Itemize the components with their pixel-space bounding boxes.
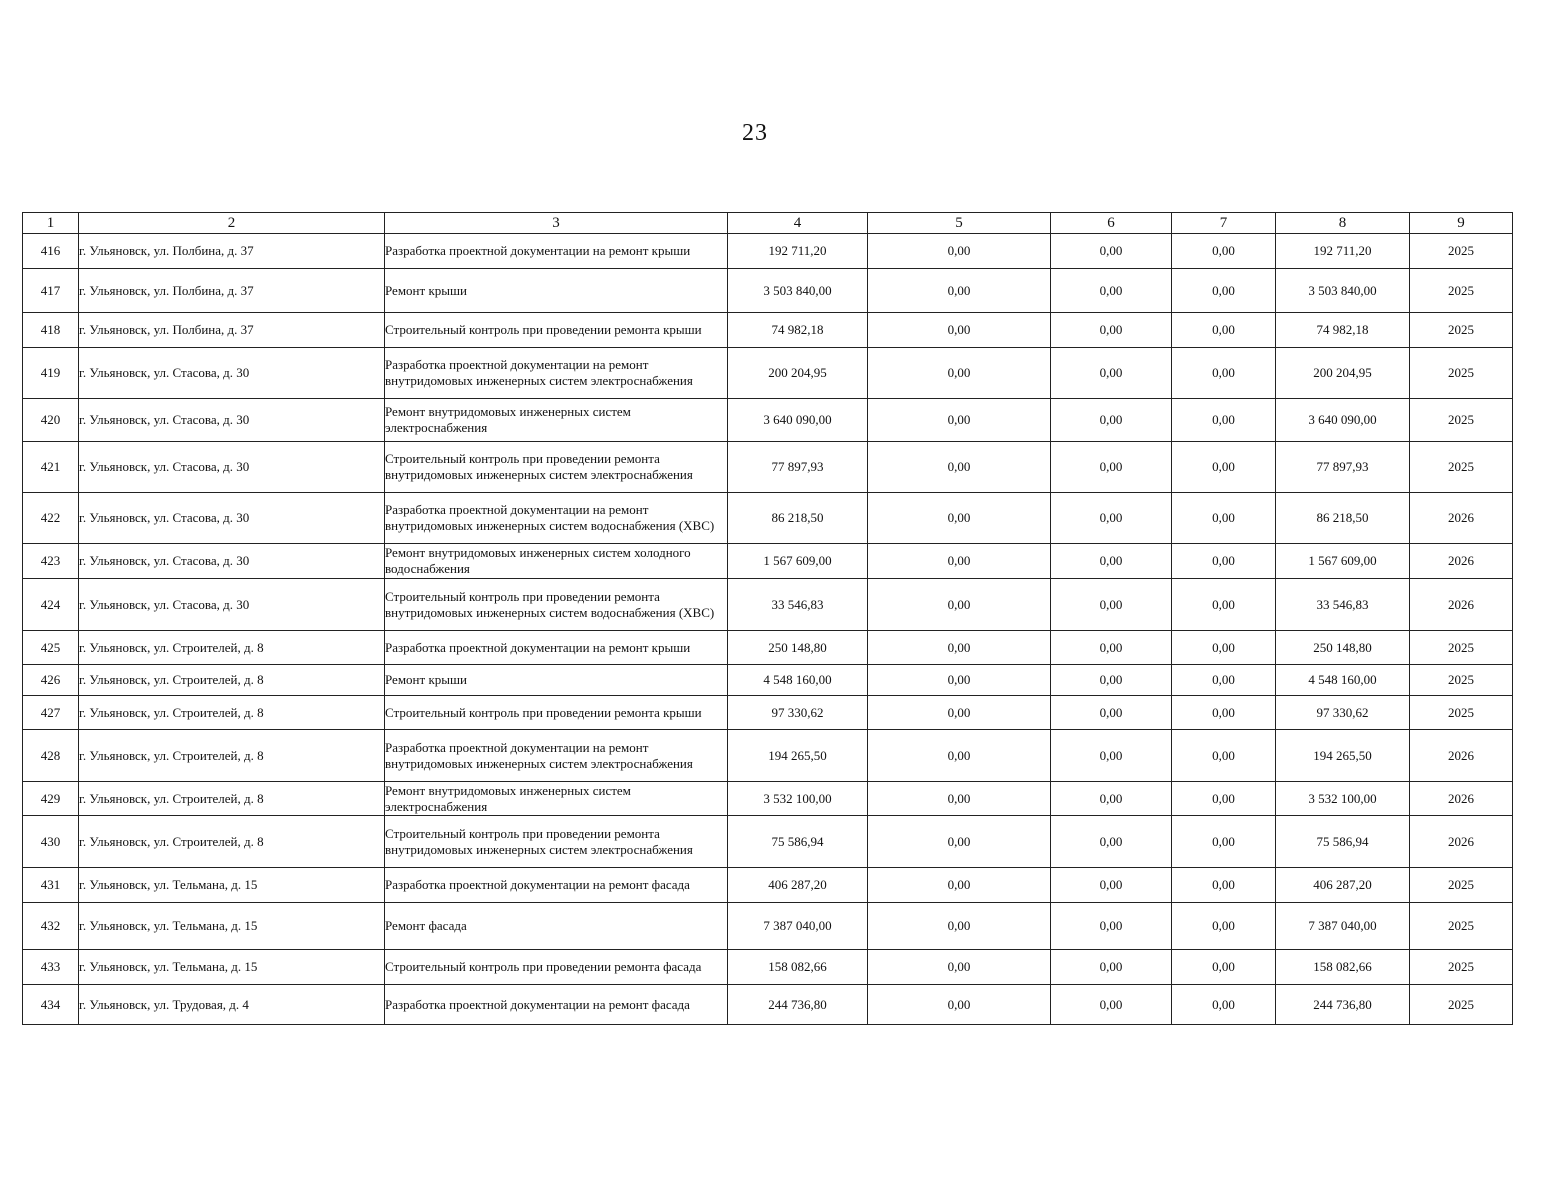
address-cell: г. Ульяновск, ул. Стасова, д. 30 bbox=[79, 442, 385, 493]
row-number: 419 bbox=[23, 348, 79, 399]
col6-value: 0,00 bbox=[1051, 234, 1172, 269]
column-header: 9 bbox=[1410, 213, 1513, 234]
address-cell: г. Ульяновск, ул. Стасова, д. 30 bbox=[79, 348, 385, 399]
col6-value: 0,00 bbox=[1051, 348, 1172, 399]
col6-value: 0,00 bbox=[1051, 782, 1172, 816]
address-cell: г. Ульяновск, ул. Строителей, д. 8 bbox=[79, 782, 385, 816]
year-cell: 2025 bbox=[1410, 313, 1513, 348]
work-type-cell: Ремонт фасада bbox=[385, 903, 728, 950]
table-row bbox=[23, 816, 1513, 868]
col6-value: 0,00 bbox=[1051, 816, 1172, 868]
row-number: 432 bbox=[23, 903, 79, 950]
col7-value: 0,00 bbox=[1172, 234, 1276, 269]
col8-value: 1 567 609,00 bbox=[1276, 544, 1410, 579]
table-body bbox=[23, 234, 1513, 1025]
col7-value: 0,00 bbox=[1172, 348, 1276, 399]
year-cell: 2025 bbox=[1410, 348, 1513, 399]
row-number: 417 bbox=[23, 269, 79, 313]
col7-value: 0,00 bbox=[1172, 950, 1276, 985]
row-number: 422 bbox=[23, 493, 79, 544]
work-type-cell: Строительный контроль при проведении ремонта крыши bbox=[385, 696, 728, 730]
col4-value: 3 503 840,00 bbox=[728, 269, 868, 313]
address-cell: г. Ульяновск, ул. Трудовая, д. 4 bbox=[79, 985, 385, 1025]
table-row bbox=[23, 234, 1513, 269]
col8-value: 3 503 840,00 bbox=[1276, 269, 1410, 313]
column-header: 8 bbox=[1276, 213, 1410, 234]
work-type-cell: Строительный контроль при проведении ремонта фасада bbox=[385, 950, 728, 985]
col4-value: 77 897,93 bbox=[728, 442, 868, 493]
col4-value: 192 711,20 bbox=[728, 234, 868, 269]
table-row bbox=[23, 579, 1513, 631]
col7-value: 0,00 bbox=[1172, 868, 1276, 903]
work-type-cell: Ремонт крыши bbox=[385, 665, 728, 696]
row-number: 424 bbox=[23, 579, 79, 631]
col6-value: 0,00 bbox=[1051, 399, 1172, 442]
col5-value: 0,00 bbox=[868, 579, 1051, 631]
table-row bbox=[23, 348, 1513, 399]
col4-value: 74 982,18 bbox=[728, 313, 868, 348]
year-cell: 2026 bbox=[1410, 782, 1513, 816]
col4-value: 33 546,83 bbox=[728, 579, 868, 631]
row-number: 426 bbox=[23, 665, 79, 696]
address-cell: г. Ульяновск, ул. Строителей, д. 8 bbox=[79, 816, 385, 868]
row-number: 421 bbox=[23, 442, 79, 493]
work-type-cell: Строительный контроль при проведении ремонта крыши bbox=[385, 313, 728, 348]
col4-value: 86 218,50 bbox=[728, 493, 868, 544]
col4-value: 250 148,80 bbox=[728, 631, 868, 665]
address-cell: г. Ульяновск, ул. Полбина, д. 37 bbox=[79, 234, 385, 269]
col7-value: 0,00 bbox=[1172, 665, 1276, 696]
work-type-cell: Ремонт внутридомовых инженерных систем холодного водоснабжения bbox=[385, 544, 728, 579]
col6-value: 0,00 bbox=[1051, 950, 1172, 985]
col6-value: 0,00 bbox=[1051, 493, 1172, 544]
col7-value: 0,00 bbox=[1172, 782, 1276, 816]
table-row bbox=[23, 868, 1513, 903]
address-cell: г. Ульяновск, ул. Строителей, д. 8 bbox=[79, 696, 385, 730]
col7-value: 0,00 bbox=[1172, 985, 1276, 1025]
table-row bbox=[23, 631, 1513, 665]
col8-value: 74 982,18 bbox=[1276, 313, 1410, 348]
col4-value: 200 204,95 bbox=[728, 348, 868, 399]
col4-value: 7 387 040,00 bbox=[728, 903, 868, 950]
address-cell: г. Ульяновск, ул. Тельмана, д. 15 bbox=[79, 950, 385, 985]
work-type-cell: Строительный контроль при проведении ремонта внутридомовых инженерных систем электроснабжения bbox=[385, 442, 728, 493]
year-cell: 2025 bbox=[1410, 269, 1513, 313]
address-cell: г. Ульяновск, ул. Строителей, д. 8 bbox=[79, 665, 385, 696]
year-cell: 2025 bbox=[1410, 868, 1513, 903]
col6-value: 0,00 bbox=[1051, 730, 1172, 782]
col5-value: 0,00 bbox=[868, 313, 1051, 348]
col8-value: 4 548 160,00 bbox=[1276, 665, 1410, 696]
col5-value: 0,00 bbox=[868, 493, 1051, 544]
col8-value: 406 287,20 bbox=[1276, 868, 1410, 903]
col5-value: 0,00 bbox=[868, 903, 1051, 950]
column-header: 4 bbox=[728, 213, 868, 234]
col5-value: 0,00 bbox=[868, 399, 1051, 442]
work-type-cell: Разработка проектной документации на ремонт внутридомовых инженерных систем водоснабжения (ХВС) bbox=[385, 493, 728, 544]
year-cell: 2025 bbox=[1410, 696, 1513, 730]
col7-value: 0,00 bbox=[1172, 903, 1276, 950]
col5-value: 0,00 bbox=[868, 234, 1051, 269]
work-type-cell: Разработка проектной документации на ремонт крыши bbox=[385, 234, 728, 269]
col5-value: 0,00 bbox=[868, 665, 1051, 696]
year-cell: 2026 bbox=[1410, 816, 1513, 868]
col7-value: 0,00 bbox=[1172, 696, 1276, 730]
col4-value: 406 287,20 bbox=[728, 868, 868, 903]
work-type-cell: Разработка проектной документации на ремонт фасада bbox=[385, 985, 728, 1025]
column-header: 6 bbox=[1051, 213, 1172, 234]
col7-value: 0,00 bbox=[1172, 399, 1276, 442]
column-header: 5 bbox=[868, 213, 1051, 234]
year-cell: 2025 bbox=[1410, 903, 1513, 950]
col7-value: 0,00 bbox=[1172, 816, 1276, 868]
column-header: 3 bbox=[385, 213, 728, 234]
col7-value: 0,00 bbox=[1172, 730, 1276, 782]
table-row bbox=[23, 782, 1513, 816]
table-row bbox=[23, 903, 1513, 950]
col8-value: 7 387 040,00 bbox=[1276, 903, 1410, 950]
col8-value: 86 218,50 bbox=[1276, 493, 1410, 544]
col7-value: 0,00 bbox=[1172, 493, 1276, 544]
row-number: 433 bbox=[23, 950, 79, 985]
col7-value: 0,00 bbox=[1172, 313, 1276, 348]
year-cell: 2026 bbox=[1410, 544, 1513, 579]
col7-value: 0,00 bbox=[1172, 442, 1276, 493]
work-type-cell: Ремонт внутридомовых инженерных систем электроснабжения bbox=[385, 782, 728, 816]
col8-value: 3 532 100,00 bbox=[1276, 782, 1410, 816]
col8-value: 244 736,80 bbox=[1276, 985, 1410, 1025]
work-type-cell: Разработка проектной документации на ремонт внутридомовых инженерных систем электроснабжения bbox=[385, 348, 728, 399]
address-cell: г. Ульяновск, ул. Тельмана, д. 15 bbox=[79, 868, 385, 903]
work-type-cell: Строительный контроль при проведении ремонта внутридомовых инженерных систем водоснабжения (ХВС) bbox=[385, 579, 728, 631]
row-number: 430 bbox=[23, 816, 79, 868]
column-header: 1 bbox=[23, 213, 79, 234]
row-number: 429 bbox=[23, 782, 79, 816]
year-cell: 2026 bbox=[1410, 493, 1513, 544]
table-row bbox=[23, 269, 1513, 313]
col4-value: 97 330,62 bbox=[728, 696, 868, 730]
col5-value: 0,00 bbox=[868, 348, 1051, 399]
row-number: 416 bbox=[23, 234, 79, 269]
row-number: 418 bbox=[23, 313, 79, 348]
col6-value: 0,00 bbox=[1051, 696, 1172, 730]
year-cell: 2025 bbox=[1410, 950, 1513, 985]
year-cell: 2025 bbox=[1410, 442, 1513, 493]
col4-value: 3 532 100,00 bbox=[728, 782, 868, 816]
col5-value: 0,00 bbox=[868, 696, 1051, 730]
table-row bbox=[23, 399, 1513, 442]
table-header-row bbox=[23, 213, 1513, 234]
col7-value: 0,00 bbox=[1172, 269, 1276, 313]
work-type-cell: Разработка проектной документации на ремонт внутридомовых инженерных систем электроснабжения bbox=[385, 730, 728, 782]
col6-value: 0,00 bbox=[1051, 985, 1172, 1025]
col4-value: 75 586,94 bbox=[728, 816, 868, 868]
work-type-cell: Ремонт внутридомовых инженерных систем электроснабжения bbox=[385, 399, 728, 442]
row-number: 434 bbox=[23, 985, 79, 1025]
col6-value: 0,00 bbox=[1051, 313, 1172, 348]
col8-value: 158 082,66 bbox=[1276, 950, 1410, 985]
year-cell: 2025 bbox=[1410, 631, 1513, 665]
row-number: 420 bbox=[23, 399, 79, 442]
col8-value: 33 546,83 bbox=[1276, 579, 1410, 631]
works-table bbox=[22, 212, 1513, 1025]
row-number: 427 bbox=[23, 696, 79, 730]
col4-value: 194 265,50 bbox=[728, 730, 868, 782]
col4-value: 3 640 090,00 bbox=[728, 399, 868, 442]
col5-value: 0,00 bbox=[868, 442, 1051, 493]
table-row bbox=[23, 442, 1513, 493]
address-cell: г. Ульяновск, ул. Строителей, д. 8 bbox=[79, 631, 385, 665]
table-row bbox=[23, 696, 1513, 730]
row-number: 431 bbox=[23, 868, 79, 903]
col8-value: 194 265,50 bbox=[1276, 730, 1410, 782]
year-cell: 2025 bbox=[1410, 234, 1513, 269]
year-cell: 2025 bbox=[1410, 665, 1513, 696]
col8-value: 75 586,94 bbox=[1276, 816, 1410, 868]
col5-value: 0,00 bbox=[868, 868, 1051, 903]
col4-value: 4 548 160,00 bbox=[728, 665, 868, 696]
table-row bbox=[23, 313, 1513, 348]
col4-value: 244 736,80 bbox=[728, 985, 868, 1025]
address-cell: г. Ульяновск, ул. Стасова, д. 30 bbox=[79, 399, 385, 442]
work-type-cell: Строительный контроль при проведении ремонта внутридомовых инженерных систем электроснабжения bbox=[385, 816, 728, 868]
col5-value: 0,00 bbox=[868, 730, 1051, 782]
address-cell: г. Ульяновск, ул. Стасова, д. 30 bbox=[79, 544, 385, 579]
address-cell: г. Ульяновск, ул. Тельмана, д. 15 bbox=[79, 903, 385, 950]
table-row bbox=[23, 730, 1513, 782]
col5-value: 0,00 bbox=[868, 544, 1051, 579]
table-row bbox=[23, 544, 1513, 579]
table-row bbox=[23, 665, 1513, 696]
row-number: 425 bbox=[23, 631, 79, 665]
table-row bbox=[23, 985, 1513, 1025]
row-number: 428 bbox=[23, 730, 79, 782]
col6-value: 0,00 bbox=[1051, 579, 1172, 631]
work-type-cell: Ремонт крыши bbox=[385, 269, 728, 313]
table-row bbox=[23, 950, 1513, 985]
year-cell: 2025 bbox=[1410, 985, 1513, 1025]
col8-value: 97 330,62 bbox=[1276, 696, 1410, 730]
work-type-cell: Разработка проектной документации на ремонт крыши bbox=[385, 631, 728, 665]
address-cell: г. Ульяновск, ул. Строителей, д. 8 bbox=[79, 730, 385, 782]
col6-value: 0,00 bbox=[1051, 544, 1172, 579]
col6-value: 0,00 bbox=[1051, 631, 1172, 665]
col7-value: 0,00 bbox=[1172, 579, 1276, 631]
col4-value: 158 082,66 bbox=[728, 950, 868, 985]
work-type-cell: Разработка проектной документации на ремонт фасада bbox=[385, 868, 728, 903]
year-cell: 2026 bbox=[1410, 579, 1513, 631]
col8-value: 3 640 090,00 bbox=[1276, 399, 1410, 442]
col8-value: 200 204,95 bbox=[1276, 348, 1410, 399]
col5-value: 0,00 bbox=[868, 631, 1051, 665]
col8-value: 250 148,80 bbox=[1276, 631, 1410, 665]
col6-value: 0,00 bbox=[1051, 903, 1172, 950]
col8-value: 192 711,20 bbox=[1276, 234, 1410, 269]
col8-value: 77 897,93 bbox=[1276, 442, 1410, 493]
col5-value: 0,00 bbox=[868, 269, 1051, 313]
col6-value: 0,00 bbox=[1051, 868, 1172, 903]
column-header: 2 bbox=[79, 213, 385, 234]
col4-value: 1 567 609,00 bbox=[728, 544, 868, 579]
col5-value: 0,00 bbox=[868, 816, 1051, 868]
year-cell: 2026 bbox=[1410, 730, 1513, 782]
col5-value: 0,00 bbox=[868, 950, 1051, 985]
col7-value: 0,00 bbox=[1172, 544, 1276, 579]
row-number: 423 bbox=[23, 544, 79, 579]
address-cell: г. Ульяновск, ул. Полбина, д. 37 bbox=[79, 313, 385, 348]
col6-value: 0,00 bbox=[1051, 665, 1172, 696]
column-header: 7 bbox=[1172, 213, 1276, 234]
year-cell: 2025 bbox=[1410, 399, 1513, 442]
col7-value: 0,00 bbox=[1172, 631, 1276, 665]
table-row bbox=[23, 493, 1513, 544]
page-number: 23 bbox=[742, 120, 768, 146]
address-cell: г. Ульяновск, ул. Полбина, д. 37 bbox=[79, 269, 385, 313]
col6-value: 0,00 bbox=[1051, 269, 1172, 313]
col5-value: 0,00 bbox=[868, 782, 1051, 816]
address-cell: г. Ульяновск, ул. Стасова, д. 30 bbox=[79, 493, 385, 544]
col5-value: 0,00 bbox=[868, 985, 1051, 1025]
address-cell: г. Ульяновск, ул. Стасова, д. 30 bbox=[79, 579, 385, 631]
col6-value: 0,00 bbox=[1051, 442, 1172, 493]
